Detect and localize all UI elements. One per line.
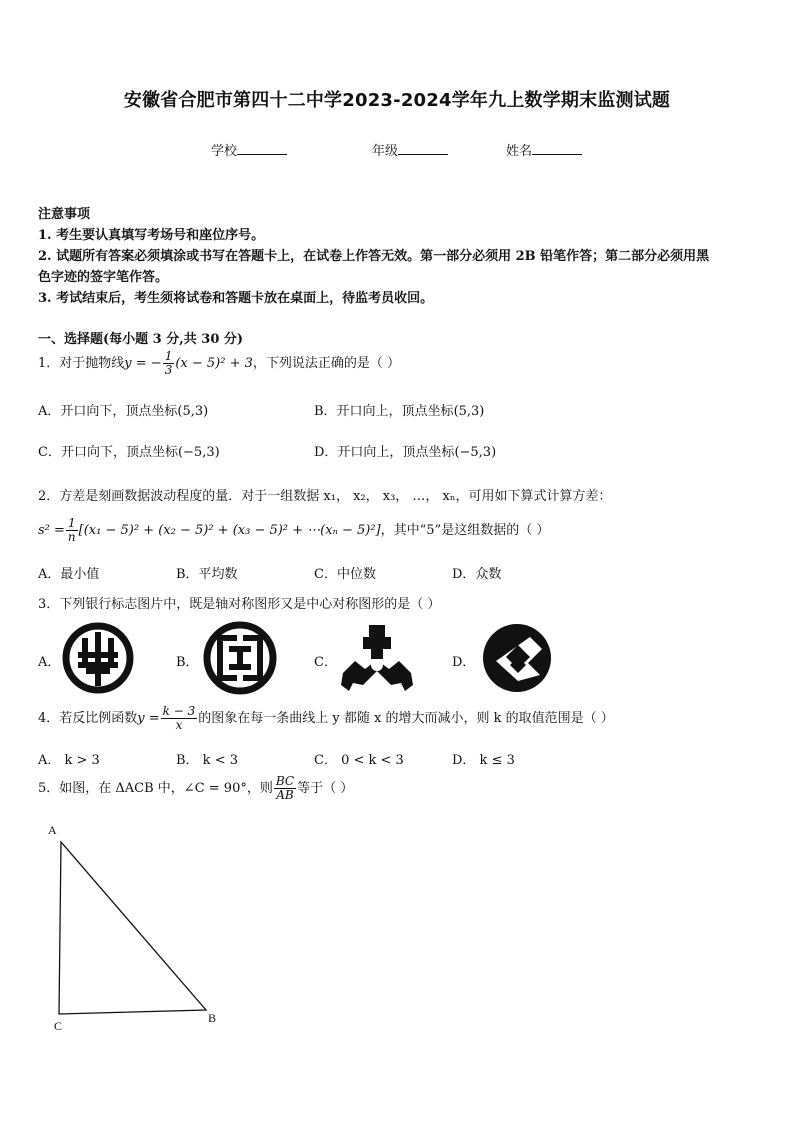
q4-prefix: 4．若反比例函数 (38, 711, 138, 726)
q4-suffix: 的图象在每一条曲线上 y 都随 x 的增大而减小，则 k 的取值范围是（ ） (198, 711, 614, 726)
q3-option-d-label: D． (452, 655, 476, 670)
name-blank (532, 142, 582, 155)
grade-blank (398, 142, 448, 155)
vertex-b-label: B (208, 1011, 217, 1025)
q1-frac-num: 1 (164, 349, 173, 363)
q2-option-c: C．中位数 (314, 567, 376, 582)
q2-frac-num: 1 (66, 517, 78, 531)
q1-prefix: 1．对于抛物线 (38, 356, 125, 371)
q5-prefix: 5．如图，在 ΔACB 中，∠C = 90°，则 (38, 781, 273, 796)
q3-option-c-label: C． (314, 655, 337, 670)
vertex-a-label: A (48, 823, 57, 837)
exam-title: 安徽省合肥市第四十二中学2023-2024学年九上数学期末监测试题 (123, 90, 671, 111)
q1-formula-rhs: (x − 5)² + 3 (175, 356, 253, 371)
q1-option-c-value: (−5,3) (177, 445, 220, 460)
question-5 (38, 775, 353, 802)
bank-logo-b-icon (203, 621, 277, 695)
q1-fraction (163, 350, 175, 377)
bank-logo-c-icon (339, 623, 415, 693)
q1-option-b (314, 400, 484, 419)
q1-option-a (38, 400, 208, 419)
q1-option-c (38, 441, 220, 460)
q1-option-b-label: B．开口向上，顶点坐标 (314, 404, 454, 419)
q1-option-b-value: (5,3) (453, 404, 485, 419)
note-3: 3. 考试结束后，考生须将试卷和答题卡放在桌面上，待监考员收回。 (38, 291, 434, 306)
q2-option-d: D．众数 (452, 567, 502, 582)
q4-option-d: D． k ≤ 3 (452, 753, 515, 768)
q4-option-b: B． k < 3 (176, 753, 238, 768)
question-3: 3．下列银行标志图片中，既是轴对称图形又是中心对称图形的是（ ） (38, 597, 441, 612)
q3-option-b-label: B． (176, 655, 199, 670)
q2-option-b: B．平均数 (176, 567, 238, 582)
q1-option-c-label: C．开口向下，顶点坐标 (38, 445, 178, 460)
q2-formula (38, 517, 549, 544)
q1-formula-lhs: y = − (124, 356, 162, 371)
name-label: 姓名 (506, 144, 533, 159)
q1-option-d (314, 441, 496, 460)
name-field (506, 140, 582, 159)
q4-frac-num: k − 3 (162, 704, 196, 718)
q4-frac-den: x (175, 718, 183, 732)
question-2: 2．方差是刻画数据波动程度的量．对于一组数据 x₁， x₂， x₃， …， xₙ，可用如下算式计算方差： (38, 489, 612, 504)
school-blank (237, 142, 287, 155)
q1-option-a-value: (5,3) (177, 404, 209, 419)
note-2: 2. 试题所有答案必须填涂或书写在答题卡上，在试卷上作答无效。第一部分必须用 2B 铅笔作答；第二部分必须用黑 (38, 249, 710, 264)
vertex-c-label: C (54, 1019, 63, 1033)
q1-option-a-label: A．开口向下，顶点坐标 (38, 404, 178, 419)
q2-option-a: A．最小值 (38, 567, 100, 582)
q5-frac-num: BC (275, 774, 295, 788)
q1-option-d-value: (−5,3) (454, 445, 497, 460)
triangle-acb (59, 842, 206, 1014)
q5-frac-den: AB (276, 788, 294, 802)
grade-label: 年级 (372, 144, 399, 159)
notes-heading: 注意事项 (38, 207, 91, 222)
grade-field (372, 140, 448, 159)
section-heading: 一、选择题(每小题 3 分,共 30 分) (38, 332, 244, 347)
question-4 (38, 705, 614, 732)
q2-frac-den: n (67, 530, 76, 544)
q2-suffix: ，其中“5”是这组数据的（ ） (380, 523, 550, 538)
school-label: 学校 (211, 144, 238, 159)
q5-fraction (274, 775, 296, 802)
q1-option-d-label: D．开口向上，顶点坐标 (314, 445, 455, 460)
q2-fraction (66, 517, 78, 544)
q2-formula-lhs: s² = (38, 523, 65, 538)
triangle-figure (40, 820, 230, 1040)
q1-frac-den: 3 (164, 363, 173, 377)
note-1: 1. 考生要认真填写考场号和座位序号。 (38, 228, 265, 243)
q3-option-a-label: A． (38, 655, 61, 670)
question-1 (38, 350, 400, 377)
bank-logo-a-icon (62, 622, 134, 694)
q4-formula-lhs: y = (137, 711, 160, 726)
q1-suffix: ，下列说法正确的是（ ） (252, 356, 401, 371)
q4-fraction (161, 705, 198, 732)
q4-option-c: C． 0 < k < 3 (314, 753, 404, 768)
q2-formula-rhs: [(x₁ − 5)² + (x₂ − 5)² + (x₃ − 5)² + ⋯(xₙ − 5)²] (78, 523, 381, 538)
school-field (211, 140, 287, 159)
q4-option-a: A． k > 3 (38, 753, 100, 768)
note-2-cont: 色字迹的签字笔作答。 (38, 270, 169, 285)
bank-logo-d-icon (480, 621, 554, 695)
q5-suffix: 等于（ ） (297, 781, 354, 796)
